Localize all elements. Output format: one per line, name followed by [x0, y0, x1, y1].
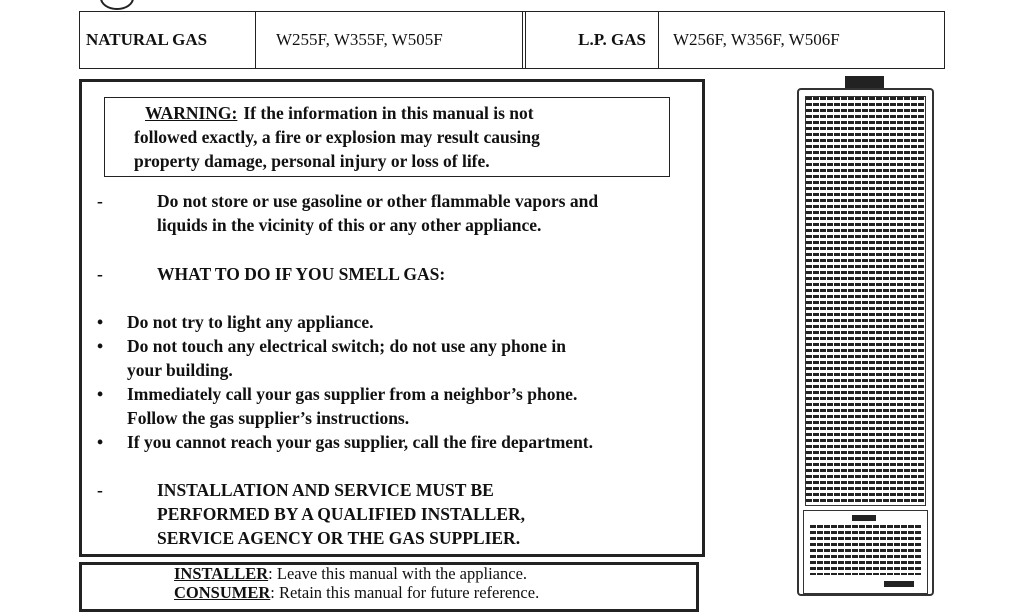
vent-cap: [845, 76, 884, 88]
safety-warning-box: [79, 79, 705, 557]
installer-consumer-notes: [79, 562, 699, 612]
dash-item-line: INSTALLATION AND SERVICE MUST BE: [157, 480, 494, 500]
dash-marker: -: [97, 480, 103, 500]
consumer-label: CONSUMER: [174, 583, 271, 602]
dash-item-text: [157, 478, 525, 550]
model-table: [79, 11, 945, 69]
brand-badge: [852, 515, 876, 521]
bullet-marker: •: [97, 336, 104, 356]
dash-item-text: [157, 262, 445, 286]
bullet-line: If you cannot reach your gas supplier, call the fire department.: [127, 432, 594, 452]
warning-line-2: followed exactly, a fire or explosion may result causing: [134, 127, 540, 147]
consumer-text: : Retain this manual for future reference.: [270, 583, 540, 602]
bullet-line: Do not try to light any appliance.: [127, 312, 374, 332]
lower-grille: [810, 525, 921, 575]
dash-item-text: [157, 189, 598, 237]
bullet-marker: •: [97, 312, 104, 332]
bullet-text: [127, 430, 593, 454]
bullet-text: [127, 334, 566, 382]
bullet-line: Follow the gas supplier’s instructions.: [127, 408, 410, 428]
dash-item-line: WHAT TO DO IF YOU SMELL GAS:: [157, 264, 446, 284]
warning-line-1: If the information in this manual is not: [243, 103, 534, 123]
dash-marker: -: [97, 264, 103, 284]
warning-line-3: property damage, personal injury or loss of life.: [134, 151, 490, 171]
lower-grille-panel: [803, 510, 928, 594]
bullet-marker: •: [97, 384, 104, 404]
brand-logo-fragment: [100, 0, 134, 10]
bullet-line: your building.: [127, 360, 233, 380]
bullet-text: [127, 310, 373, 334]
lp-gas-label: L.P. GAS: [526, 12, 659, 68]
natural-gas-models: W255F, W355F, W505F: [256, 12, 526, 68]
warning-keyword: WARNING:: [145, 103, 238, 123]
dash-item-line: liquids in the vicinity of this or any other appliance.: [157, 215, 542, 235]
lp-gas-models: W256F, W356F, W506F: [673, 30, 840, 49]
bullet-marker: •: [97, 432, 104, 452]
dash-item-line: SERVICE AGENCY OR THE GAS SUPPLIER.: [157, 528, 521, 548]
installer-text: : Leave this manual with the appliance.: [268, 564, 528, 583]
wall-furnace-illustration: [797, 76, 934, 600]
installer-note: [174, 564, 527, 583]
natural-gas-label: NATURAL GAS: [80, 12, 256, 68]
installer-label: INSTALLER: [174, 564, 269, 583]
upper-grille: [805, 96, 926, 506]
dash-marker: -: [97, 191, 103, 211]
bullet-line: Immediately call your gas supplier from a neighbor’s phone.: [127, 384, 578, 404]
furnace-cabinet: [797, 88, 934, 596]
bullet-line: Do not touch any electrical switch; do not use any phone in: [127, 336, 566, 356]
warning-header: [104, 97, 670, 177]
consumer-note: [174, 583, 539, 602]
control-slot: [884, 581, 914, 587]
dash-item-line: PERFORMED BY A QUALIFIED INSTALLER,: [157, 504, 526, 524]
bullet-text: [127, 382, 577, 430]
dash-item-line: Do not store or use gasoline or other flammable vapors and: [157, 191, 599, 211]
